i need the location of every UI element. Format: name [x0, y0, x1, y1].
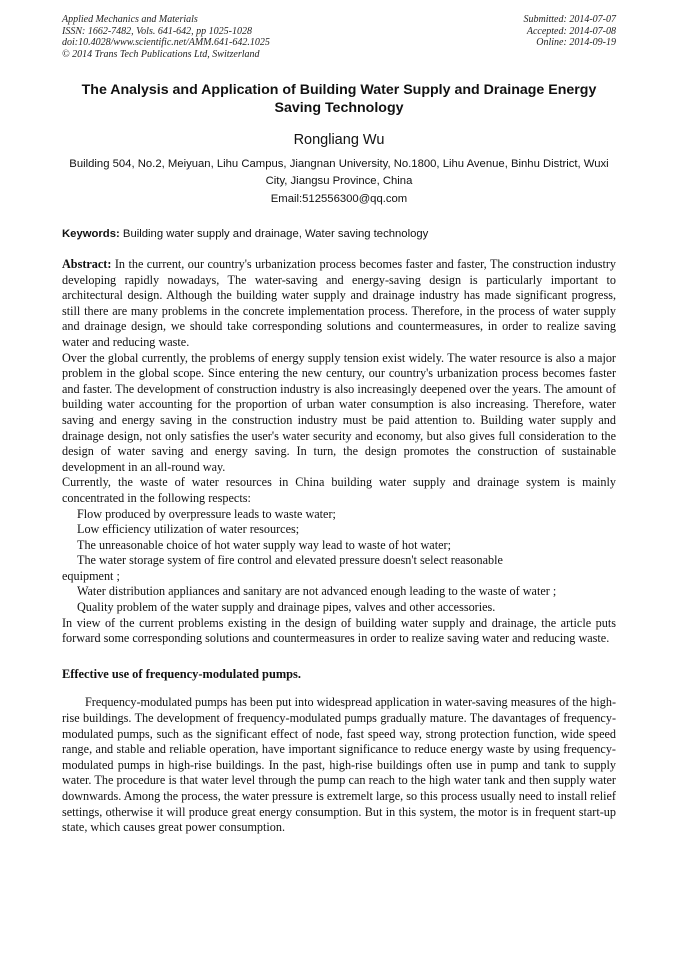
- submission-dates: [524, 14, 617, 49]
- keywords: [62, 226, 616, 242]
- paper-title: The Analysis and Application of Building Water Supply and Drainage Energy Saving Technology: [81, 82, 597, 116]
- list-item: Low efficiency utilization of water resources;: [77, 522, 300, 537]
- intro-paragraph: Over the global currently, the problems of energy supply tension exist widely. The water resource is also a major problem in the global scope. Since entering the new century, our country's urbanization process becomes faster and faster. The development of construction industry is also increasingly deepened over the years. The amount of building water accounting for the proportion of urban water consumption is also increasing. Therefore, water saving and energy saving in the construction industry must be paid attention to. Building water supply and drainage design, not only satisfies the user's water security and economy, but also gives full consideration to the design of water saving and energy saving. In turn, the design promotes the construction of sustainable development in an all-round way.: [62, 350, 616, 474]
- submitted-date: Submitted: 2014-07-07: [523, 14, 616, 25]
- journal-name: Applied Mechanics and Materials: [62, 14, 198, 25]
- list-item: Flow produced by overpressure leads to waste water;: [77, 506, 336, 521]
- section-paragraph: Frequency-modulated pumps has been put into widespread application in water-saving measures of the high-rise buildings. The development of frequency-modulated pumps gradually mature. The davantages of frequency-modulated pumps, such as the significant effect of node, fast speed way, strong protection function, wide speed range, and stable and reliable operation, have important significance to reduce energy waste by using frequency-modulated pumps in high-rise buildings. In the past, high-rise buildings often use in pump and tank to supply water. The procedure is that water level through the pump can reach to the high water tank and then supply water downwards. Among the process, the water pressure is extremelt large, so this process usually need to install relief settings, otherwise it will produce great energy consumption. But in this system, the motor is in frequent start-up state, which causes great power consumption.: [62, 695, 616, 835]
- paper-body: [62, 257, 616, 836]
- list-item: Quality problem of the water supply and drainage pipes, valves and other accessories.: [77, 600, 496, 615]
- keywords-text: Building water supply and drainage, Water saving technology: [119, 228, 429, 240]
- journal-doi: doi:10.4028/www.scientific.net/AMM.641-642.1025: [62, 37, 270, 48]
- journal-issn: ISSN: 1662-7482, Vols. 641-642, pp 1025-1028: [62, 25, 252, 37]
- list-item: The unreasonable choice of hot water supply way lead to waste of hot water;: [77, 537, 451, 552]
- conclusion-paragraph: In view of the current problems existing in the design of building water supply and drainage, the article puts forward some corresponding solutions and countermeasures in order to realize saving water and reducing waste.: [62, 615, 616, 646]
- abstract: [62, 257, 616, 351]
- abstract-label: Abstract:: [62, 257, 112, 271]
- waste-paragraph: Currently, the waste of water resources in China building water supply and drainage system is mainly concentrated in the following respects:: [62, 475, 616, 505]
- list-item: Water distribution appliances and sanitary are not advanced enough leading to the waste of water ;: [77, 584, 557, 599]
- author-name: Rongliang Wu: [293, 132, 385, 148]
- author-email: Email:512556300@qq.com: [270, 193, 408, 205]
- journal-info: [62, 14, 270, 60]
- list-item-continuation: equipment ;: [62, 568, 120, 583]
- section-heading: Effective use of frequency-modulated pumps.: [62, 666, 301, 681]
- online-date: Online: 2014-09-19: [536, 37, 616, 48]
- keywords-label: Keywords:: [62, 228, 120, 240]
- author-affiliation: Building 504, No.2, Meiyuan, Lihu Campus, Jiangnan University, No.1800, Lihu Avenue, Binhu District, Wuxi City, Jiangsu Province, China: [69, 158, 609, 187]
- list-item: The water storage system of fire control and elevated pressure doesn't select reasonable: [77, 553, 503, 568]
- accepted-date: Accepted: 2014-07-08: [526, 25, 616, 37]
- journal-copyright: © 2014 Trans Tech Publications Ltd, Switzerland: [62, 48, 260, 60]
- abstract-text: In the current, our country's urbanization process becomes faster and faster, The construction industry developing rapidly nowadays, The water-saving and energy-saving design is particularly important to architectural design. Although the building water supply and drainage industry has made significant progress, still there are many problems in the concrete implementation process. Therefore, in the process of water supply and drainage design, we should take corresponding solutions and countermeasures, in order to realize saving water and reducing waste.: [62, 257, 616, 349]
